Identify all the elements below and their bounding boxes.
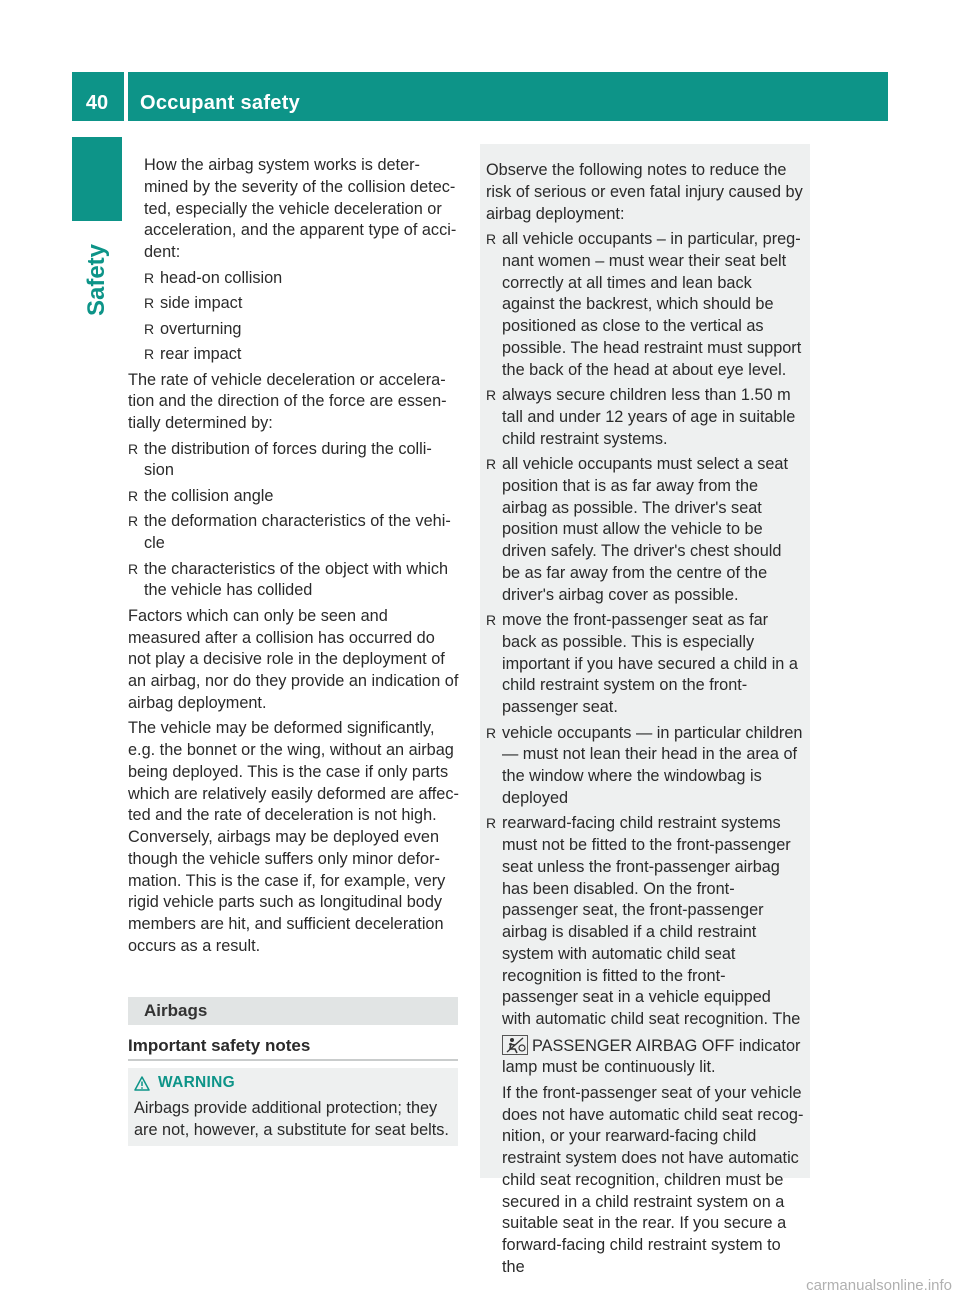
important-safety-notes-heading: Important safety notes	[128, 1036, 311, 1055]
watermark: carmanualsonline.info	[806, 1277, 952, 1294]
list-item: R head-on collision	[144, 268, 460, 290]
list-item: R the characteristics of the object with which the vehicle has collided	[128, 559, 460, 603]
side-tab-label: Safety	[83, 243, 110, 317]
list-item: R overturning	[144, 319, 460, 341]
deformation-paragraph: The vehicle may be deformed significantly, e.g. the bonnet or the wing, without an airbag being deployed. This is the case if only parts which are relatively easily deformed are affec- ted and the rate of deceleration is not high. Conversely, airbags may be deployed even though the vehicle suffers only minor defor- mation. This is the case if, for example, very rigid vehicle parts such as longitudinal body members are hit, and sufficient deceleration occurs as a result.	[128, 719, 459, 955]
airbag-notes-list	[486, 229, 804, 1031]
page-number: 40	[85, 92, 109, 114]
list-item: R vehicle occupants — in particular children — must not lean their head in the area of the window where the windowbag is deployed	[486, 723, 804, 810]
heading-rule	[128, 1059, 458, 1061]
right-notes-panel	[480, 144, 810, 1276]
warning-text: Airbags provide additional protection; they are not, however, a substitute for seat belts.	[134, 1099, 449, 1139]
list-item: R move the front-passenger seat as far back as possible. This is especially important if you have secured a child in a child restraint system on the front-passenger seat.	[486, 610, 804, 719]
factor-list	[128, 439, 460, 603]
continuation-paragraph: If the front-passenger seat of your vehicle does not have automatic child seat recog- nition, or your rearward-facing child restraint system does not have automatic child seat recognition, children must be secured in a child restraint system on a suitable seat in the rear. If you secure a forward-facing child restraint system to the	[502, 1083, 804, 1276]
list-item: R the distribution of forces during the colli- sion	[128, 439, 460, 483]
section-title: Occupant safety	[140, 92, 301, 114]
indicator-text: PASSENGER AIRBAG OFF indicator lamp must be continuously lit.	[502, 1036, 801, 1077]
warning-triangle-icon	[134, 1076, 150, 1091]
intro-paragraph: How the airbag system works is deter- mined by the severity of the collision detec- ted, especially the vehicle deceleration or acceleration, and the apparent type of acci- dent:	[144, 156, 457, 261]
warning-title: WARNING	[158, 1074, 236, 1091]
list-item: R the deformation characteristics of the vehi- cle	[128, 511, 460, 555]
list-item: R side impact	[144, 293, 460, 315]
list-item: R all vehicle occupants – in particular, preg- nant women – must wear their seat belt correctly at all times and lean back against the backrest, which should be positioned as close to the vertical as possible. The head restraint must support the back of the head at about eye level.	[486, 229, 804, 381]
list-item: R rearward-facing child restraint systems must not be fitted to the front-passenger seat unless the front-passenger airbag has been disabled. On the front-passenger seat, the front-passenger airbag is disabled if a child restraint system with automatic child seat recognition is fitted to the front- passenger seat in a vehicle equipped with automatic child seat recognition. The	[486, 813, 804, 1031]
notes-intro: Observe the following notes to reduce the risk of serious or even fatal injury caused by airbag deployment:	[486, 161, 803, 223]
airbags-heading-text: Airbags	[144, 1001, 208, 1020]
list-item: R always secure children less than 1.50 m tall and under 12 years of age in suitable child restraint systems.	[486, 385, 804, 450]
airbags-section-heading	[128, 997, 458, 1025]
rate-paragraph: The rate of vehicle deceleration or accelera- tion and the direction of the force are essen- tially determined by:	[128, 370, 447, 432]
list-item: R rear impact	[144, 344, 460, 366]
warning-box	[128, 1068, 458, 1146]
passenger-airbag-off-icon	[502, 1035, 528, 1055]
list-item: R all vehicle occupants must select a seat position that is as far away from the airbag as possible. The driver's seat position must allow the vehicle to be driven safely. The driver's chest should be as far away from the centre of the driver's airbag cover as possible.	[486, 454, 804, 606]
indicator-line	[486, 1035, 804, 1080]
left-column	[128, 155, 460, 958]
warning-header	[134, 1074, 235, 1092]
factors-paragraph: Factors which can only be seen and measured after a collision has occurred do not play a decisive role in the deployment of an airbag, nor do they provide an indication of airbag deployment.	[128, 606, 459, 712]
side-tab-block	[72, 137, 122, 221]
header-separator	[124, 72, 128, 121]
side-tab	[72, 232, 122, 328]
collision-type-list	[128, 268, 460, 366]
list-item: R the collision angle	[128, 486, 460, 508]
